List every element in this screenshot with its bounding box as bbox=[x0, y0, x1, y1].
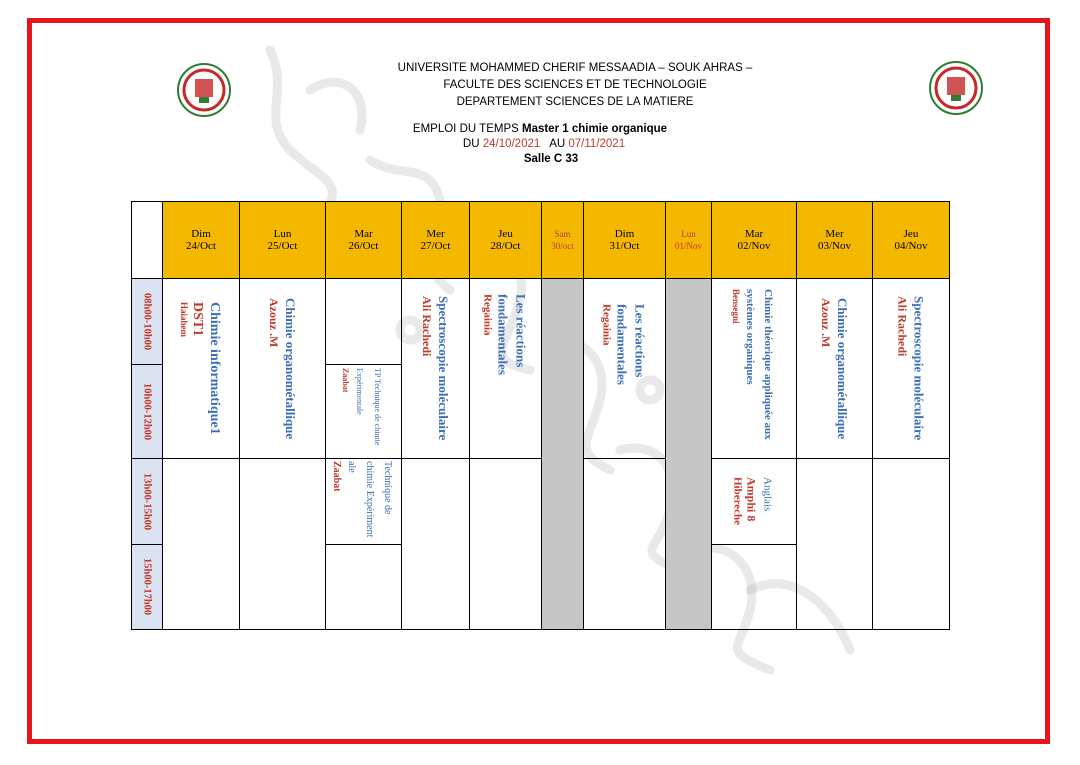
day-header-closed: Lun 01/Nov bbox=[666, 202, 712, 279]
time-slot: 10h00-12h00 bbox=[132, 365, 163, 459]
time-slot: 13h00-15h00 bbox=[132, 459, 163, 545]
empty-cell bbox=[584, 459, 666, 630]
closed-day-column bbox=[666, 279, 712, 630]
course-cell: TP Technique de chimie Expérimentale Zaabat bbox=[326, 365, 402, 459]
schedule-title bbox=[0, 122, 1080, 167]
corner-cell bbox=[132, 202, 163, 279]
course-cell: Les réactions fondamentales Regainia bbox=[470, 279, 542, 459]
course-cell: Chimie organométallique Azouz .M bbox=[240, 279, 326, 459]
day-header: Lun 25/Oct bbox=[240, 202, 326, 279]
institution-header bbox=[0, 60, 1080, 111]
closed-day-column bbox=[542, 279, 584, 630]
empty-cell bbox=[402, 459, 470, 630]
day-header: Jeu 04/Nov bbox=[873, 202, 950, 279]
course-cell: Chimie organométallique Azouz .M bbox=[797, 279, 873, 459]
schedule-table bbox=[131, 201, 950, 630]
empty-cell bbox=[326, 279, 402, 365]
period-end: 07/11/2021 bbox=[568, 138, 626, 150]
day-header: Dim 31/Oct bbox=[584, 202, 666, 279]
day-header: Dim 24/Oct bbox=[163, 202, 240, 279]
day-header: Jeu 28/Oct bbox=[470, 202, 542, 279]
period-du: DU bbox=[462, 138, 483, 150]
day-header: Mer 03/Nov bbox=[797, 202, 873, 279]
empty-cell bbox=[240, 459, 326, 630]
faculty-name: FACULTE DES SCIENCES ET DE TECHNOLOGIE bbox=[443, 79, 707, 91]
day-header: Mar 02/Nov bbox=[712, 202, 797, 279]
university-name: UNIVERSITE MOHAMMED CHERIF MESSAADIA – SOUK AHRAS – bbox=[397, 62, 753, 74]
period-au: AU bbox=[540, 138, 569, 150]
day-header: Mer 27/Oct bbox=[402, 202, 470, 279]
day-header-closed: Sam 30/oct bbox=[542, 202, 584, 279]
program-name: Master 1 chimie organique bbox=[521, 123, 668, 135]
empty-cell bbox=[712, 545, 797, 630]
room-label: Salle C 33 bbox=[523, 153, 579, 165]
time-slot: 08h00-10h00 bbox=[132, 279, 163, 365]
empty-cell bbox=[470, 459, 542, 630]
course-cell: Chimie théorique appliquée aux systèmes organiques Bensegni bbox=[712, 279, 797, 459]
course-cell: Anglais Amphi 8 Hibereche bbox=[712, 459, 797, 545]
period-start: 24/10/2021 bbox=[482, 138, 541, 150]
course-cell: Technique de chimie Expériment ale Zaabat bbox=[326, 459, 402, 545]
day-header: Mar 26/Oct bbox=[326, 202, 402, 279]
empty-cell bbox=[797, 459, 873, 630]
title-prefix: EMPLOI DU TEMPS bbox=[412, 123, 522, 135]
course-cell: Spectroscopie moléculaire Ali Rachedi bbox=[402, 279, 470, 459]
empty-cell bbox=[326, 545, 402, 630]
course-cell: Les réactions fondamentales Regainia bbox=[584, 279, 666, 459]
department-name: DEPARTEMENT SCIENCES DE LA MATIERE bbox=[456, 96, 694, 108]
course-cell: Chimie informatique1 DST1 Haiahem bbox=[163, 279, 240, 459]
course-cell: Spectroscopie moléculaire Ali Rachedi bbox=[873, 279, 950, 459]
empty-cell bbox=[873, 459, 950, 630]
empty-cell bbox=[163, 459, 240, 630]
time-slot: 15h00-17h00 bbox=[132, 545, 163, 630]
